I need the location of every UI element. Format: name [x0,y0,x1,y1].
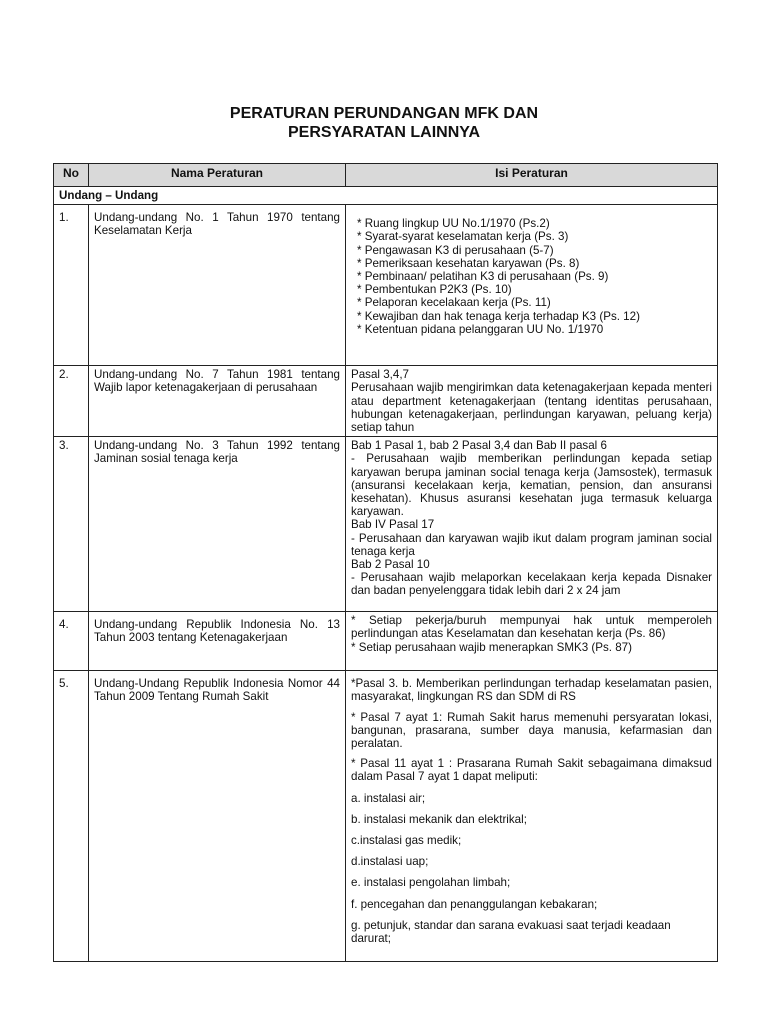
table-row [54,437,718,612]
section-title: Undang – Undang [54,187,718,205]
list-item: * Kewajiban dan hak tenaga kerja terhadap K3 (Ps. 12) [357,309,640,323]
table-row [54,612,718,671]
list-item: e. instalasi pengolahan limbah; [351,876,511,890]
table-header-row [54,164,718,187]
article-reference: Pasal 3,4,7 [351,368,410,382]
row-number: 2. [54,366,89,437]
list-item: d.instalasi uap; [351,855,429,869]
row-number: 5. [54,671,89,962]
list-item: * Pemeriksaan kesehatan karyawan (Ps. 8) [357,256,580,270]
article-text: - Perusahaan dan karyawan wajib ikut dalam program jaminan social tenaga kerja [351,531,712,558]
regulation-content [346,205,718,366]
list-item: * Syarat-syarat keselamatan kerja (Ps. 3) [357,230,569,244]
regulation-name: Undang-undang Republik Indonesia No. 13 Tahun 2003 tentang Ketenagakerjaan [89,612,346,671]
list-item: b. instalasi mekanik dan elektrikal; [351,812,527,826]
list-item: g. petunjuk, standar dan sarana evakuasi saat terjadi keadaan darurat; [351,918,671,946]
regulation-content [346,437,718,612]
title-line-2: PERSYARATAN LAINNYA [287,124,481,141]
list-item: c.instalasi gas medik; [351,834,462,848]
row-number: 1. [54,205,89,366]
article-text: Perusahaan wajib mengirimkan data ketenagakerjaan kepada menteri atau department ketenagakerjaan (tentang identitas perusahaan, hubungan ketenagakerjaan, perlindungan karyawan, peluang kerja) setiap tahun [351,381,712,435]
list-item: * Ketentuan pidana pelanggaran UU No. 1/1970 [357,322,604,336]
article-reference: Bab 1 Pasal 1, bab 2 Pasal 3,4 dan Bab II pasal 6 [351,439,607,453]
article-reference: Bab IV Pasal 17 [351,518,435,532]
document-title [0,104,768,142]
table-row [54,366,718,437]
regulation-content [346,612,718,671]
regulation-name: Undang-Undang Republik Indonesia Nomor 44 Tahun 2009 Tentang Rumah Sakit [89,671,346,962]
list-item: a. instalasi air; [351,791,426,805]
article-text: * Setiap perusahaan wajib menerapkan SMK3 (Ps. 87) [351,640,632,654]
article-text: * Pasal 7 ayat 1: Rumah Sakit harus memenuhi persyaratan lokasi, bangunan, prasarana, sumber daya manusia, kefarmasian dan peralatan. [351,710,712,751]
list-item: * Pembentukan P2K3 (Ps. 10) [357,283,512,297]
article-text: - Perusahaan wajib melaporkan kecelakaan kerja kepada Disnaker dan badan penyelenggara tidak lebih dari 2 x 24 jam [351,571,712,598]
article-text: * Pasal 11 ayat 1 : Prasarana Rumah Sakit sebagaimana dimaksud dalam Pasal 7 ayat 1 dapat meliputi: [351,757,712,784]
regulations-table [53,163,718,962]
regulation-content [346,671,718,962]
list-item: * Pembinaan/ pelatihan K3 di perusahaan (Ps. 9) [357,270,609,284]
header-nama-peraturan: Nama Peraturan [89,164,346,187]
row-number: 4. [54,612,89,671]
regulation-name: Undang-undang No. 3 Tahun 1992 tentang Jaminan sosial tenaga kerja [89,437,346,612]
row-number: 3. [54,437,89,612]
article-reference: Bab 2 Pasal 10 [351,558,430,572]
list-item: * Ruang lingkup UU No.1/1970 (Ps.2) [357,217,550,231]
table-row [54,671,718,962]
list-item: f. pencegahan dan penanggulangan kebakaran; [351,897,598,911]
table-row [54,205,718,366]
article-text: - Perusahaan wajib memberikan perlindungan kepada setiap karyawan berupa jaminan social tenaga kerja (Jamsostek), termasuk (ansuransi kecelakaan kerja, kematian, pension, dan ansuransi kesehatan). Khusus asuransi kesehatan juga termasuk keluarga karyawan. [351,452,712,519]
list-item: * Pengawasan K3 di perusahaan (5-7) [357,243,554,257]
title-line-1: PERATURAN PERUNDANGAN MFK DAN [229,105,539,122]
regulation-content [346,366,718,437]
list-item: * Pelaporan kecelakaan kerja (Ps. 11) [357,296,551,310]
regulation-name: Undang-undang No. 7 Tahun 1981 tentang Wajib lapor ketenagakerjaan di perusahaan [89,366,346,437]
article-text: *Pasal 3. b. Memberikan perlindungan terhadap keselamatan pasien, masyarakat, lingkungan RS dan SDM di RS [351,677,712,704]
header-isi-peraturan: Isi Peraturan [346,164,718,187]
section-row [54,187,718,205]
header-no: No [54,164,89,187]
regulation-name: Undang-undang No. 1 Tahun 1970 tentang Keselamatan Kerja [89,205,346,366]
article-text: * Setiap pekerja/buruh mempunyai hak untuk memperoleh perlindungan atas Keselamatan dan kesehatan kerja (Ps. 86) [351,614,712,641]
